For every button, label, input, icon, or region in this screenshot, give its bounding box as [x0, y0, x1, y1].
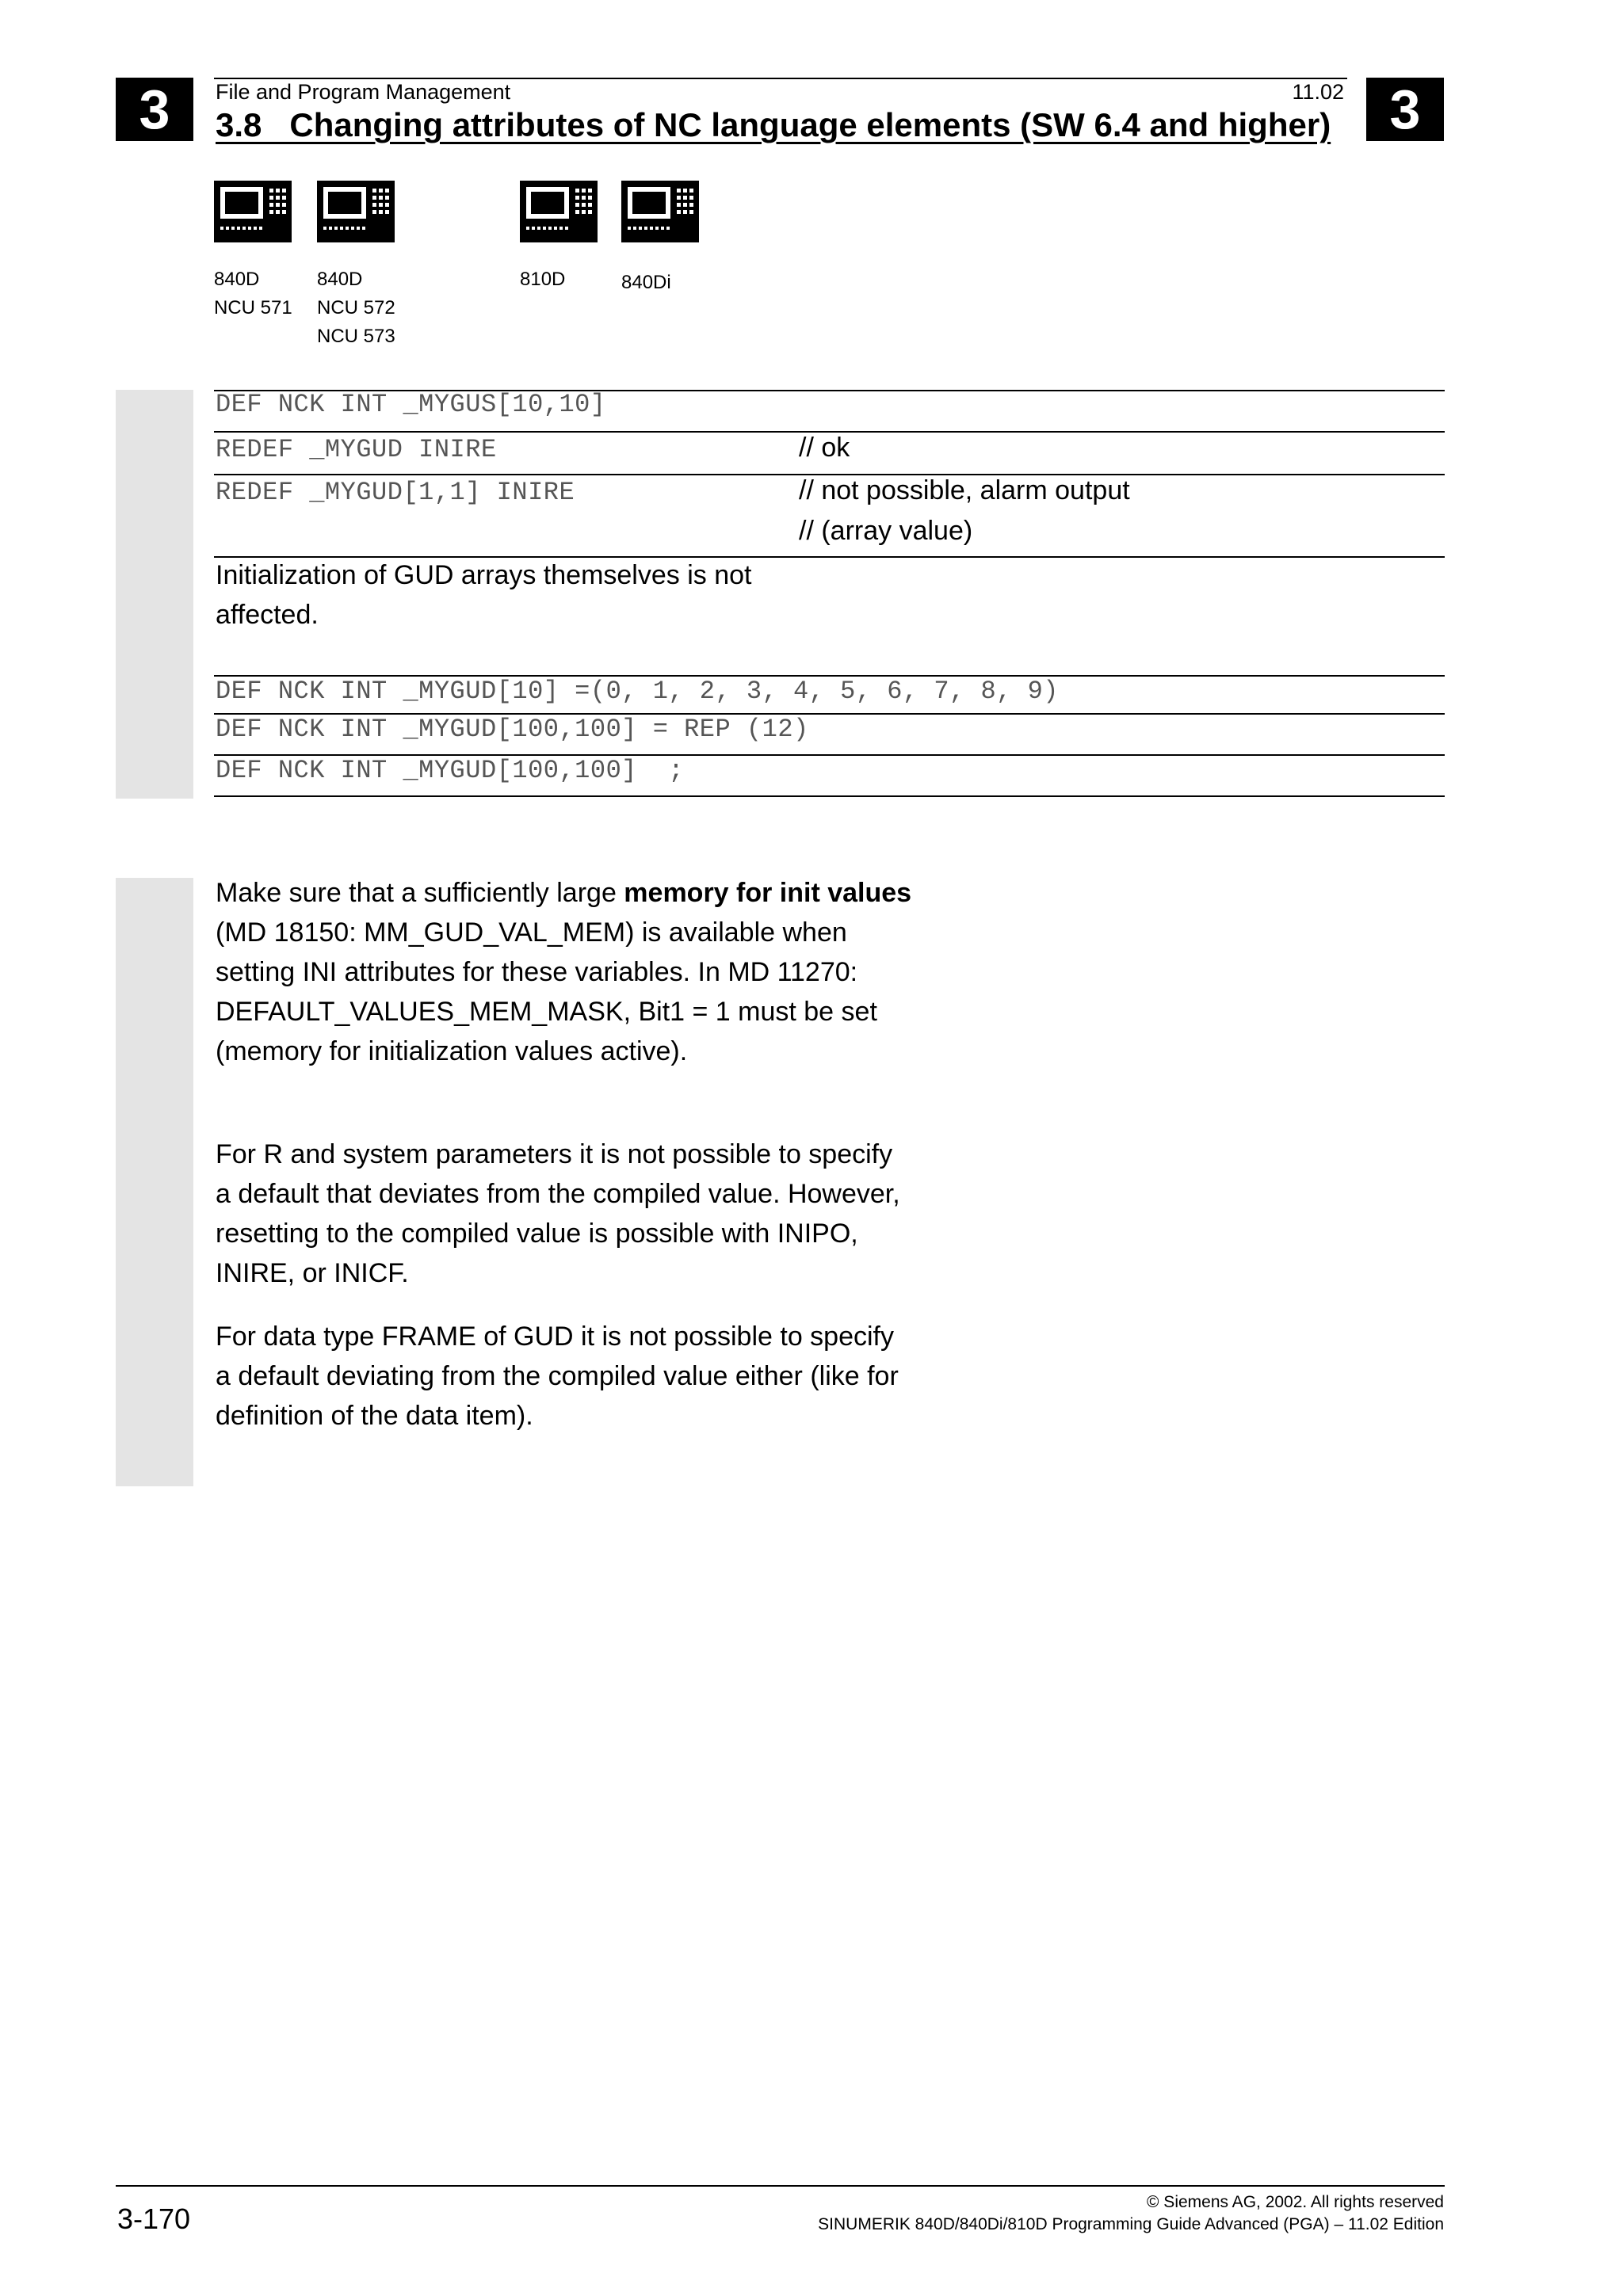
code-line: DEF NCK INT _MYGUD[10] =(0, 1, 2, 3, 4, 5, 6, 7, 8, 9): [216, 677, 1059, 706]
control-ncu: NCU 573: [317, 326, 395, 347]
copyright: © Siemens AG, 2002. All rights reserved: [1147, 2193, 1444, 2211]
table-note-line: Initialization of GUD arrays themselves is not: [216, 560, 752, 590]
code-comment: // (array value): [799, 516, 973, 546]
control-label: [621, 269, 699, 297]
page-title: 3.8 Changing attributes of NC language elements (SW 6.4 and higher): [216, 106, 1331, 143]
control-ncu: NCU 572: [317, 297, 395, 318]
control-ncu: NCU 571: [214, 297, 292, 318]
control-name: 840Di: [621, 272, 671, 293]
code-line: DEF NCK INT _MYGUS[10,10]: [216, 390, 606, 419]
code-line: DEF NCK INT _MYGUD[100,100] ;: [216, 756, 685, 785]
cnc-control-panel-icon: [520, 181, 598, 242]
control-label: [214, 265, 292, 322]
note-text: Make sure that a sufficiently large: [216, 878, 624, 908]
control-name: 840D: [317, 269, 363, 290]
table-note: [216, 555, 818, 635]
control-name: 840D: [214, 269, 260, 290]
section-name: File and Program Management: [216, 80, 511, 104]
control-variant: [621, 181, 699, 297]
note-paragraph: For data type FRAME of GUD it is not possible to specify a default deviating from the compiled value either (like for definition of the data item).: [216, 1322, 899, 1431]
control-variant: [520, 181, 598, 294]
note-paragraph: [216, 873, 913, 1071]
table-rule: [214, 795, 1445, 797]
margin-bar-notes: [116, 878, 193, 1486]
header-rule: [214, 78, 1347, 79]
code-line: REDEF _MYGUD[1,1] INIRE: [216, 478, 575, 507]
chapter-marker-left: 3: [116, 78, 193, 141]
code-line: REDEF _MYGUD INIRE: [216, 435, 497, 464]
note-emphasis: memory for init values: [624, 878, 912, 908]
control-label: [317, 265, 395, 351]
code-comment: // ok: [799, 433, 850, 463]
table-note-line: affected.: [216, 600, 319, 630]
control-variant: [214, 181, 292, 322]
cnc-control-panel-icon: [621, 181, 699, 242]
code-comment: // not possible, alarm output: [799, 475, 1130, 505]
page-number: 3-170: [117, 2203, 191, 2235]
margin-bar-examples: [116, 390, 193, 799]
control-name: 810D: [520, 269, 566, 290]
cnc-control-panel-icon: [317, 181, 395, 242]
note-paragraph: For R and system parameters it is not possible to specify a default that deviates from the compiled value. However, resetting to the compiled value is possible with INIPO, INIRE, or INICF.: [216, 1139, 900, 1288]
footer-rule: [116, 2185, 1445, 2187]
code-line: DEF NCK INT _MYGUD[100,100] = REP (12): [216, 715, 809, 744]
edition-label: 11.02: [1292, 80, 1344, 104]
document-title: SINUMERIK 840D/840Di/810D Programming Guide Advanced (PGA) – 11.02 Edition: [818, 2215, 1444, 2233]
chapter-marker-right: 3: [1366, 78, 1444, 141]
control-variant: [317, 181, 395, 351]
control-label: [520, 265, 598, 294]
note-text: (MD 18150: MM_GUD_VAL_MEM) is available when setting INI attributes for these variables. In MD 11270: DEFAULT_VALUES_MEM_MASK, Bit1 = 1 must be set (memory for initialization values active).: [216, 917, 877, 1066]
cnc-control-panel-icon: [214, 181, 292, 242]
